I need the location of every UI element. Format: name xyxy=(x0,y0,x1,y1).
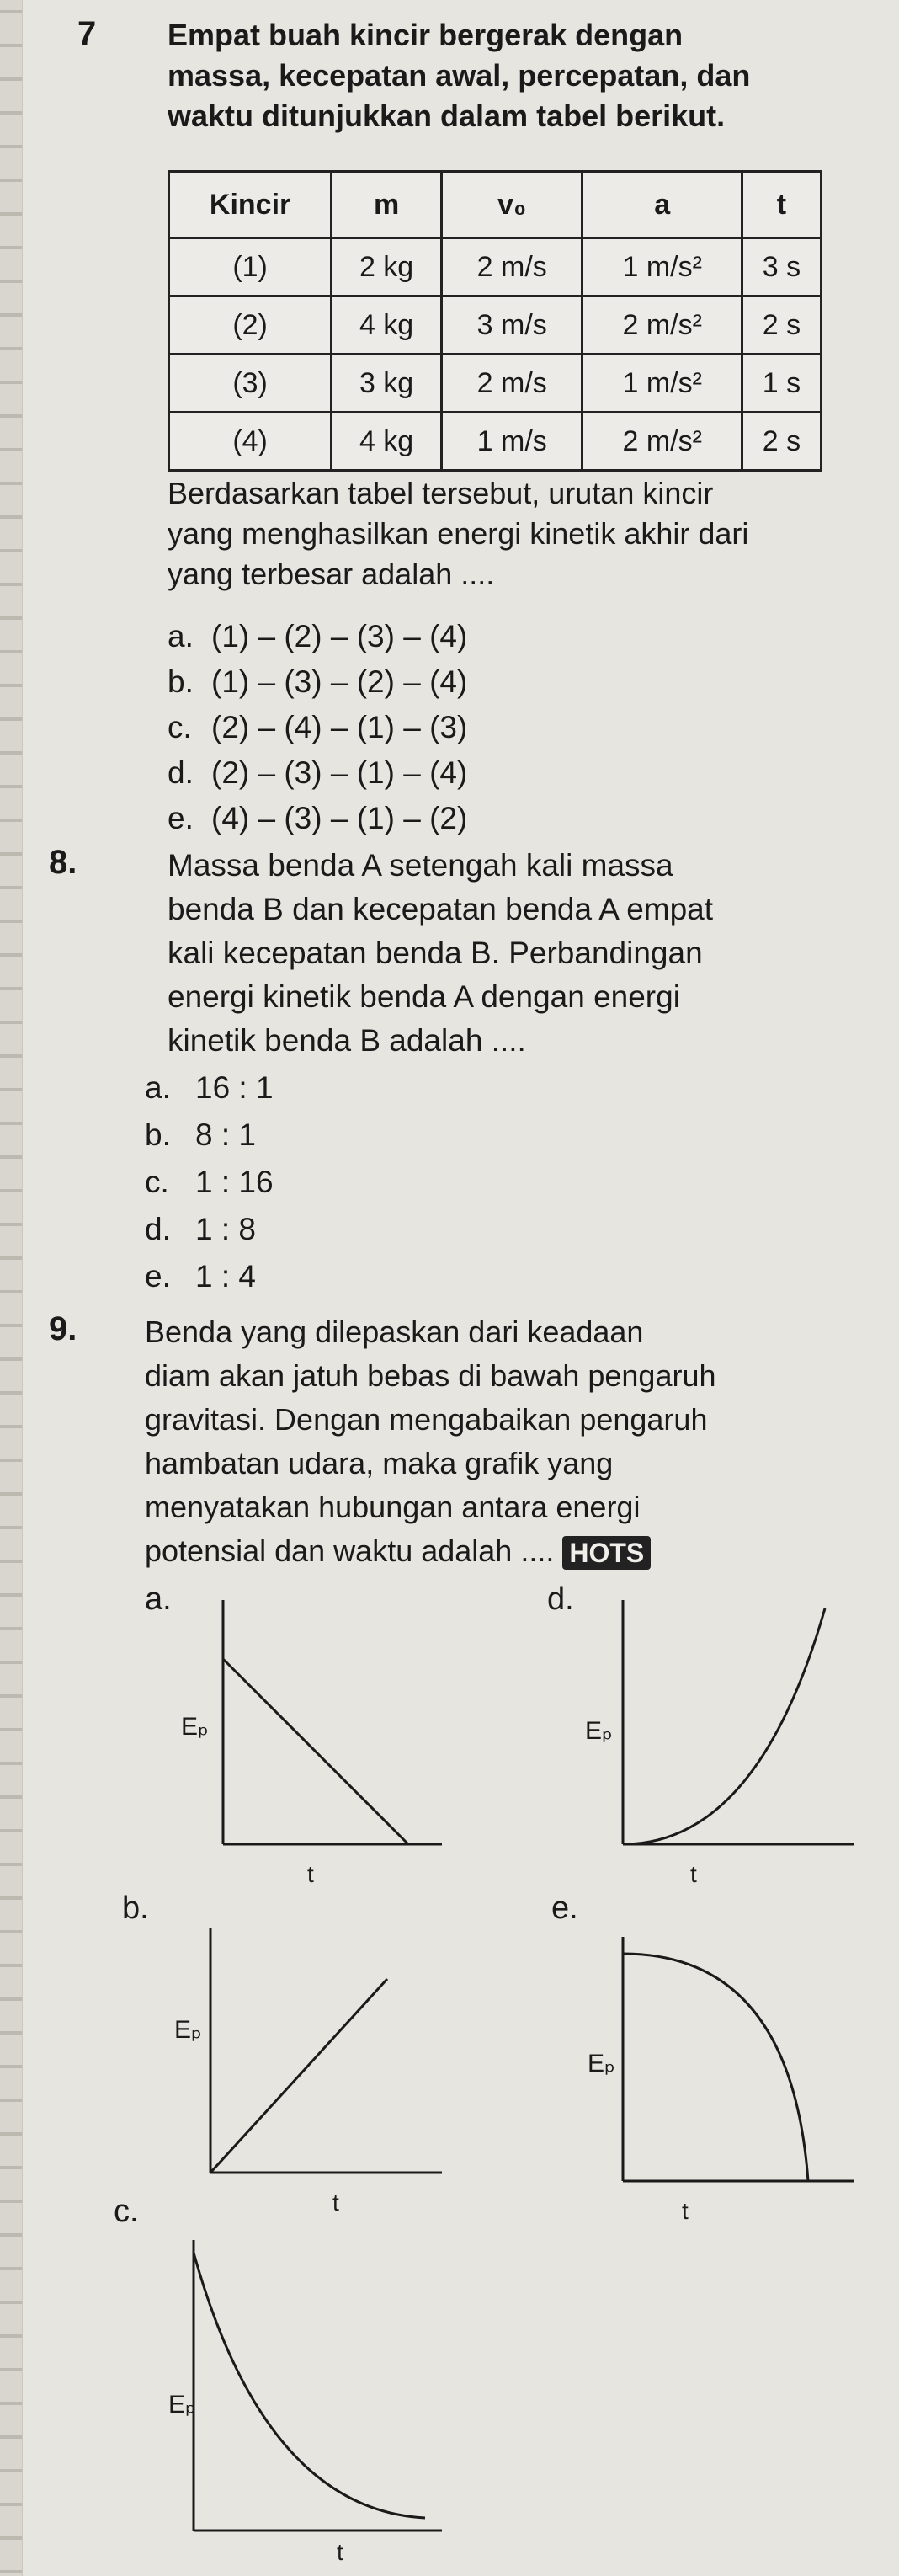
q7-text-line: waktu ditunjukkan dalam tabel berikut. xyxy=(168,99,726,133)
table-cell: 3 s xyxy=(742,238,821,296)
header-kincir: Kincir xyxy=(169,172,332,238)
q9-option-e-letter: e. xyxy=(551,1891,578,1926)
table-row xyxy=(169,355,822,413)
option-letter: a. xyxy=(145,1070,171,1105)
option-text: (2) – (3) – (1) – (4) xyxy=(211,755,468,790)
table-row xyxy=(169,413,822,471)
table-cell: 2 m/s² xyxy=(582,296,742,355)
x-axis-label: t xyxy=(682,2198,689,2224)
q7-option-c[interactable] xyxy=(168,707,467,748)
table-cell: (2) xyxy=(169,296,332,355)
q8-text-line: kinetik benda B adalah .... xyxy=(168,1023,526,1058)
q9-option-a-letter: a. xyxy=(145,1581,172,1617)
q7-text xyxy=(168,15,750,136)
curve-decreasing-concave-up xyxy=(194,2253,425,2518)
q9-text-line: gravitasi. Dengan mengabaikan pengaruh xyxy=(145,1402,708,1437)
table-cell: 2 m/s² xyxy=(582,413,742,471)
x-axis-label: t xyxy=(307,1861,314,1887)
option-letter: d. xyxy=(145,1212,171,1246)
q9-text-line-last xyxy=(145,1529,716,1573)
q7-prompt xyxy=(168,473,748,595)
option-text: (1) – (3) – (2) – (4) xyxy=(211,664,468,699)
q7-option-d[interactable] xyxy=(168,753,467,793)
q9-option-d-graph[interactable] xyxy=(581,1592,859,1895)
y-axis-label: Eₚ xyxy=(181,1713,209,1741)
option-letter: c. xyxy=(145,1165,169,1199)
table-cell: 1 m/s² xyxy=(582,355,742,413)
q9-text-line: potensial dan waktu adalah .... xyxy=(145,1533,555,1568)
q7-text-line: massa, kecepatan awal, percepatan, dan xyxy=(168,58,751,93)
option-text: 8 : 1 xyxy=(195,1117,256,1152)
q9-option-b-letter: b. xyxy=(122,1891,149,1926)
q8-text-line: benda B dan kecepatan benda A empat xyxy=(168,892,714,926)
q9-option-b-graph[interactable] xyxy=(156,1920,459,2232)
q9-text-line: hambatan udara, maka grafik yang xyxy=(145,1446,614,1480)
q8-option-e[interactable] xyxy=(145,1256,256,1297)
x-axis-label: t xyxy=(337,2539,343,2565)
kincir-table xyxy=(168,170,822,472)
table-cell: (3) xyxy=(169,355,332,413)
q9-text-line: Benda yang dilepaskan dari keadaan xyxy=(145,1315,644,1349)
table-cell: 1 m/s xyxy=(441,413,582,471)
q9-option-c-graph[interactable] xyxy=(139,2232,459,2564)
q8-option-b[interactable] xyxy=(145,1115,256,1155)
table-cell: 2 s xyxy=(742,413,821,471)
q8-option-a[interactable] xyxy=(145,1068,274,1108)
q9-text-line: menyatakan hubungan antara energi xyxy=(145,1490,641,1524)
option-text: (4) – (3) – (1) – (2) xyxy=(211,801,468,835)
header-v0: v₀ xyxy=(441,172,582,238)
q9-option-d-letter: d. xyxy=(547,1581,574,1617)
curve-increasing-concave-up xyxy=(623,1608,825,1844)
option-text: 16 : 1 xyxy=(195,1070,274,1105)
table-cell: 1 s xyxy=(742,355,821,413)
option-letter: c. xyxy=(168,710,192,744)
option-letter: b. xyxy=(168,664,194,699)
q8-text-line: energi kinetik benda A dengan energi xyxy=(168,979,680,1014)
q7-option-b[interactable] xyxy=(168,662,467,702)
table-row xyxy=(169,296,822,355)
q8-number: 8. xyxy=(49,844,77,881)
option-letter: a. xyxy=(168,619,194,653)
q7-prompt-line: yang terbesar adalah .... xyxy=(168,557,495,591)
option-letter: e. xyxy=(168,801,194,835)
q7-option-e[interactable] xyxy=(168,798,467,839)
option-text: 1 : 16 xyxy=(195,1165,274,1199)
option-text: 1 : 8 xyxy=(195,1212,256,1246)
q7-text-line: Empat buah kincir bergerak dengan xyxy=(168,18,684,52)
table-cell: 4 kg xyxy=(332,413,442,471)
table-cell: 4 kg xyxy=(332,296,442,355)
option-text: (1) – (2) – (3) – (4) xyxy=(211,619,468,653)
q8-text-line: kali kecepatan benda B. Perbandingan xyxy=(168,936,703,970)
y-axis-label: Eₚ xyxy=(174,2016,202,2044)
q9-text xyxy=(145,1310,716,1573)
table-header-row xyxy=(169,172,822,238)
q9-option-c-letter: c. xyxy=(114,2194,139,2229)
table-cell: 2 s xyxy=(742,296,821,355)
table-cell: 2 m/s xyxy=(441,238,582,296)
header-a: a xyxy=(582,172,742,238)
table-cell: 2 kg xyxy=(332,238,442,296)
q7-option-a[interactable] xyxy=(168,616,467,657)
q7-number: 7 xyxy=(77,15,97,52)
q8-text xyxy=(168,844,713,1063)
q8-option-c[interactable] xyxy=(145,1162,274,1203)
option-letter: b. xyxy=(145,1117,171,1152)
option-letter: e. xyxy=(145,1259,171,1293)
table-row xyxy=(169,238,822,296)
q9-option-a-graph[interactable] xyxy=(173,1592,450,1895)
y-axis-label: Eₚ xyxy=(168,2391,196,2419)
q9-number: 9. xyxy=(49,1310,77,1347)
q9-text-line: diam akan jatuh bebas di bawah pengaruh xyxy=(145,1358,716,1393)
y-axis-label: Eₚ xyxy=(588,2050,615,2077)
q8-text-line: Massa benda A setengah kali massa xyxy=(168,848,673,883)
curve-decreasing-linear xyxy=(223,1659,408,1844)
curve-decreasing-concave-down xyxy=(623,1954,808,2181)
q9-option-e-graph[interactable] xyxy=(581,1928,859,2232)
table-cell: (4) xyxy=(169,413,332,471)
header-t: t xyxy=(742,172,821,238)
y-axis-label: Eₚ xyxy=(585,1717,613,1745)
q7-prompt-line: yang menghasilkan energi kinetik akhir dari xyxy=(168,516,749,551)
option-text: (2) – (4) – (1) – (3) xyxy=(211,710,468,744)
option-letter: d. xyxy=(168,755,194,790)
x-axis-label: t xyxy=(690,1861,697,1887)
table-cell: 2 m/s xyxy=(441,355,582,413)
curve-increasing-linear xyxy=(210,1979,387,2173)
table-cell: 3 m/s xyxy=(441,296,582,355)
table-cell: (1) xyxy=(169,238,332,296)
table-cell: 1 m/s² xyxy=(582,238,742,296)
hots-badge: HOTS xyxy=(562,1536,651,1570)
option-text: 1 : 4 xyxy=(195,1259,256,1293)
header-m: m xyxy=(332,172,442,238)
q8-option-d[interactable] xyxy=(145,1209,256,1250)
q7-prompt-line: Berdasarkan tabel tersebut, urutan kincir xyxy=(168,476,714,510)
table-cell: 3 kg xyxy=(332,355,442,413)
x-axis-label: t xyxy=(332,2189,339,2216)
